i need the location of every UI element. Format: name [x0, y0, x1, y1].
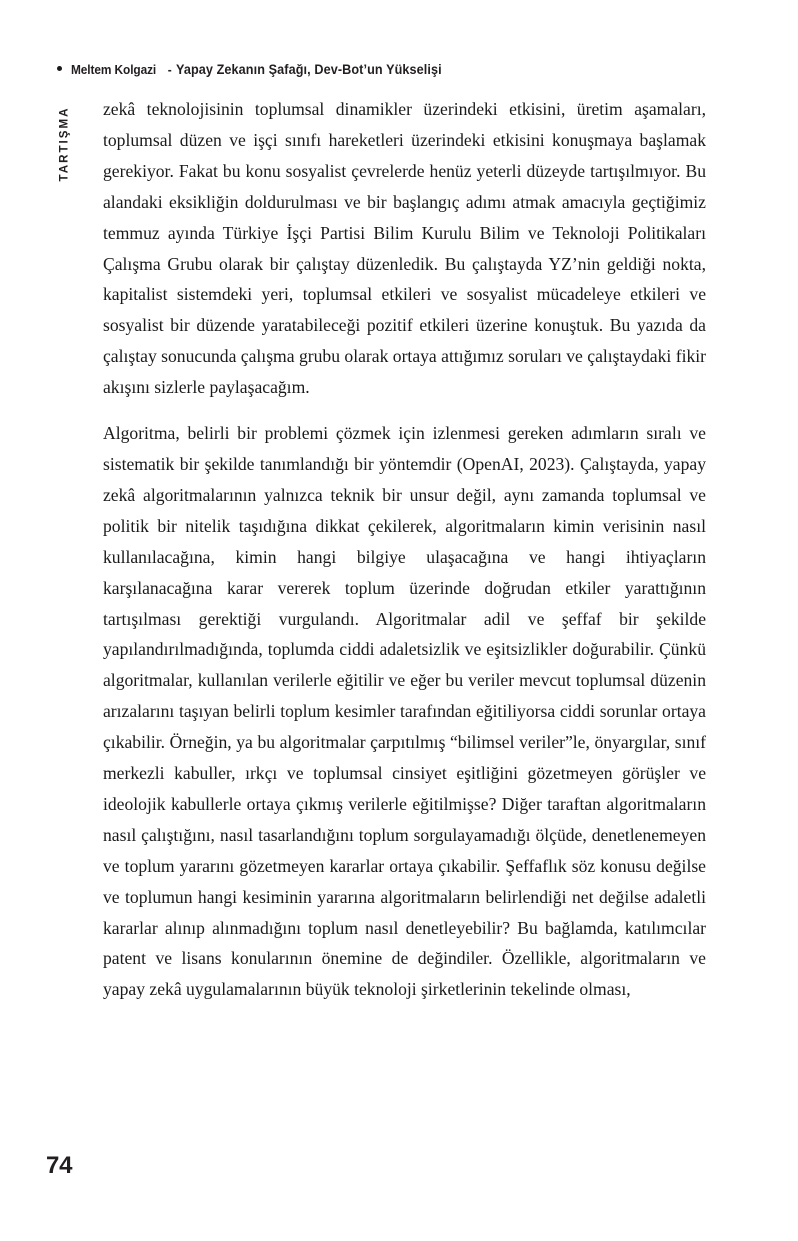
- body-paragraph: Algoritma, belirli bir problemi çözmek için izlenmesi gereken adımların sıralı ve sistematik bir şekilde tanımlandığı bir yöntemdir (OpenAI, 2023). Çalıştayda, yapay zekâ algoritmalarının yalnızca teknik bir unsur değil, aynı zamanda toplumsal ve politik bir nitelik taşıdığına dikkat çekilerek, algoritmaların kimin verisinin nasıl kullanılacağına, kimin hangi bilgiye ulaşacağına ve hangi ihtiyaçların karşılanacağına karar vererek toplum üzerinde doğrudan etkiler yarattığının tartışılması gerektiği vurgulandı. Algoritmalar adil ve şeffaf bir şekilde yapılandırılmadığında, toplumda ciddi adaletsizlik ve eşitsizlikler doğurabilir. Çünkü algoritmalar, kullanılan verilerle eğitilir ve eğer bu veriler mevcut toplumsal düzenin arızalarını taşıyan belirli toplum kesimler tarafından eğitiliyorsa ciddi sorunlar ortaya çıkabilir. Örneğin, ya bu algoritmalar çarpıtılmış “bilimsel veriler”le, önyargılar, sınıf merkezli kabuller, ırkçı ve toplumsal cinsiyet eşitliğini gözetmeyen görüşler ve ideolojik kabullerle ortaya çıkmış verilerle eğitilmişse? Diğer taraftan algoritmaların nasıl çalıştığını, nasıl tasarlandığını toplum sorgulayamadığı ölçüde, denetlenemeyen ve toplum yararını gözetmeyen kararlar ortaya çıkabilir. Şeffaflık söz konusu değilse ve toplumun hangi kesiminin yararına algoritmaların belirlendiği net değilse adaletli kararlar alınıp alınmadığını toplum nasıl denetleyebilir? Bu bağlamda, katılımcılar patent ve lisans konularının önemine de değindiler. Özellikle, algoritmaların ve yapay zekâ uygulamalarının büyük teknoloji şirketlerinin tekelinde olması,: [103, 423, 706, 1000]
- running-head-separator: -: [167, 62, 172, 77]
- running-head-author: Meltem Kolgazi: [71, 62, 157, 77]
- page-number: 74: [46, 1152, 73, 1179]
- section-tab: [56, 96, 72, 191]
- bullet-icon: [57, 66, 62, 71]
- body-text-column: [103, 94, 706, 1005]
- section-tab-label: TARTIŞMA: [57, 105, 71, 182]
- running-head-title: Yapay Zekanın Şafağı, Dev-Bot’un Yükselişi: [176, 62, 442, 77]
- body-paragraph: zekâ teknolojisinin toplumsal dinamikler üzerindeki etkisini, üretim aşamaları, toplumsal düzen ve işçi sınıfı hareketleri üzerindeki etkisini konuşmaya başlamak gerekiyor. Fakat bu konu sosyalist çevrelerde henüz yeterli düzeyde tartışılmıyor. Bu alandaki eksikliğin doldurulması ve bir başlangıç adımı atmak amacıyla geçtiğimiz temmuz ayında Türkiye İşçi Partisi Bilim Kurulu Bilim ve Teknoloji Politikaları Çalışma Grubu olarak bir çalıştay düzenledik. Bu çalıştayda YZ’nin geldiği nokta, kapitalist sistemdeki yeri, toplumsal etkileri ve sosyalist mücadeleye etkileri ve sosyalist bir düzende yaratabileceği pozitif etkileri üzerine konuştuk. Bu yazıda da çalıştay sonucunda çalışma grubu olarak ortaya attığımız soruları ve çalıştaydaki fikir akışını sizlerle paylaşacağım.: [103, 99, 706, 398]
- running-head: [57, 62, 462, 77]
